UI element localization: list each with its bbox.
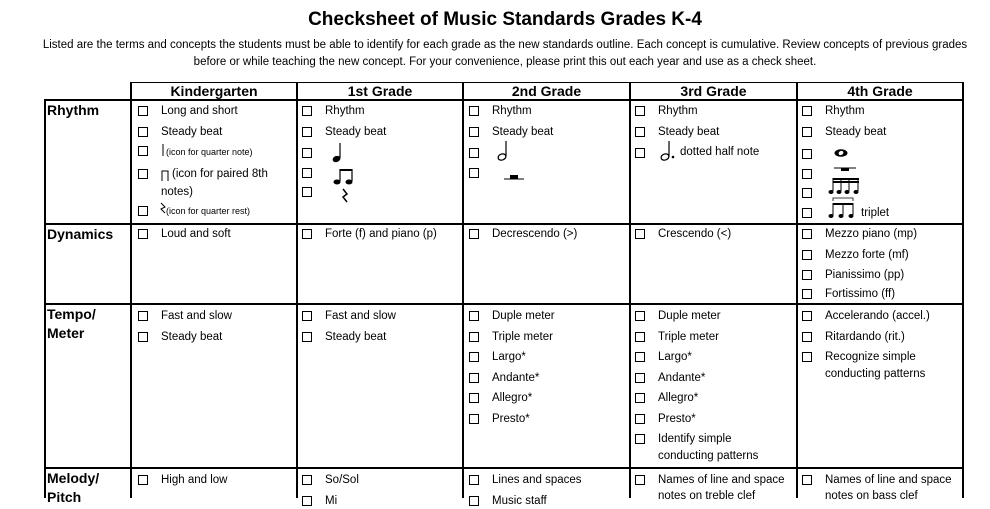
checkbox[interactable] <box>802 106 812 116</box>
item-label: Andante* <box>492 372 540 384</box>
checkbox[interactable] <box>802 208 812 218</box>
checkbox[interactable] <box>635 229 645 239</box>
row-tempo-line2: Meter <box>47 325 85 341</box>
checkbox[interactable] <box>469 373 479 383</box>
checkbox[interactable] <box>302 148 312 158</box>
checkbox[interactable] <box>635 311 645 321</box>
item-label: Recognize simple <box>825 351 916 363</box>
item-label: Mezzo forte (mf) <box>825 249 909 261</box>
checkbox[interactable] <box>302 168 312 178</box>
item-label: Long and short <box>161 105 238 117</box>
checkbox[interactable] <box>802 332 812 342</box>
item-label: Forte (f) and piano (p) <box>325 228 437 240</box>
item-label: Duple meter <box>492 310 555 322</box>
item-label: Lines and spaces <box>492 474 582 486</box>
checkbox[interactable] <box>138 311 148 321</box>
item-label: Pianissimo (pp) <box>825 269 905 281</box>
checkbox[interactable] <box>302 475 312 485</box>
item-label: Steady beat <box>825 126 887 138</box>
item-label: (icon for quarter rest) <box>166 206 251 216</box>
item-label: Steady beat <box>325 331 387 343</box>
col-2nd-grade: 2nd Grade <box>511 83 582 99</box>
sixteenth-notes-icon <box>829 176 861 196</box>
checkbox[interactable] <box>138 206 148 216</box>
item-label: Decrescendo (>) <box>492 228 578 240</box>
eighth-notes-icon <box>332 166 356 186</box>
item-label: Names of line and space <box>658 474 785 486</box>
row-tempo-line1: Tempo/ <box>47 306 96 322</box>
checkbox[interactable] <box>302 229 312 239</box>
intro-text: Listed are the terms and concepts the students must be able to identify for each grade as the new standards outline. Each concept is cumulative. Review concepts of previous grades before or while teaching the new concept. For your convenience, please print this out each year and use as a check sheet. <box>42 39 968 68</box>
checkbox[interactable] <box>635 148 645 158</box>
checkbox[interactable] <box>138 332 148 342</box>
item-label: conducting patterns <box>658 450 759 462</box>
item-label: Fortissimo (ff) <box>825 288 896 300</box>
checkbox[interactable] <box>635 352 645 362</box>
item-label: Steady beat <box>325 126 387 138</box>
item-label: Fast and slow <box>325 310 396 322</box>
item-label: Steady beat <box>492 126 554 138</box>
checkbox[interactable] <box>802 169 812 179</box>
item-label: Presto* <box>658 413 696 425</box>
item-label: Music staff <box>492 495 547 507</box>
item-label: Identify simple <box>658 433 732 445</box>
checkbox[interactable] <box>469 106 479 116</box>
checkbox[interactable] <box>635 106 645 116</box>
checkbox[interactable] <box>138 475 148 485</box>
row-melody-line2: Pitch <box>47 489 82 505</box>
item-label: Names of line and space <box>825 474 952 486</box>
checkbox[interactable] <box>469 229 479 239</box>
checkbox[interactable] <box>635 393 645 403</box>
col-3rd-grade: 3rd Grade <box>680 83 747 99</box>
quarter-rest-icon <box>340 188 350 204</box>
item-label: triplet <box>861 207 890 219</box>
checkbox[interactable] <box>635 373 645 383</box>
half-note-icon <box>495 140 509 162</box>
item-label: Allegro* <box>492 392 533 404</box>
whole-note-icon <box>833 148 849 158</box>
checkbox[interactable] <box>802 289 812 299</box>
checkbox[interactable] <box>635 127 645 137</box>
col-kindergarten: Kindergarten <box>170 83 258 99</box>
item-label: Mezzo piano (mp) <box>825 228 918 240</box>
checkbox[interactable] <box>138 169 148 179</box>
checkbox[interactable] <box>802 149 812 159</box>
checkbox[interactable] <box>802 270 812 280</box>
row-rhythm: Rhythm <box>47 102 100 118</box>
item-label: Largo* <box>492 351 526 363</box>
checkbox[interactable] <box>138 229 148 239</box>
item-label: Steady beat <box>161 126 223 138</box>
checkbox[interactable] <box>802 475 812 485</box>
checkbox[interactable] <box>469 393 479 403</box>
checkbox[interactable] <box>635 434 645 444</box>
checkbox[interactable] <box>469 352 479 362</box>
checkbox[interactable] <box>635 332 645 342</box>
item-label: Rhythm <box>825 105 865 117</box>
item-label: Loud and soft <box>161 228 231 240</box>
checkbox[interactable] <box>802 352 812 362</box>
row-melody-line1: Melody/ <box>47 470 100 486</box>
col-4th-grade: 4th Grade <box>847 83 913 99</box>
item-label: Duple meter <box>658 310 721 322</box>
paired-eighth-notes-icon <box>160 168 170 182</box>
checkbox[interactable] <box>469 148 479 158</box>
item-label: Allegro* <box>658 392 699 404</box>
quarter-note-icon <box>161 143 165 157</box>
checkbox[interactable] <box>302 332 312 342</box>
item-label: Rhythm <box>325 105 365 117</box>
checkbox[interactable] <box>469 311 479 321</box>
checkbox[interactable] <box>802 188 812 198</box>
item-label: Steady beat <box>161 331 223 343</box>
item-label: Accelerando (accel.) <box>825 310 930 322</box>
item-label: Steady beat <box>658 126 720 138</box>
item-label: Ritardando (rit.) <box>825 331 905 343</box>
item-label: dotted half note <box>680 146 760 158</box>
item-label: notes on treble clef <box>658 490 756 502</box>
checkbox[interactable] <box>469 168 479 178</box>
dotted-half-note-icon <box>659 140 679 162</box>
checkbox[interactable] <box>138 146 148 156</box>
checkbox[interactable] <box>802 229 812 239</box>
checkbox[interactable] <box>469 127 479 137</box>
item-label: Presto* <box>492 413 530 425</box>
item-label: High and low <box>161 474 228 486</box>
item-label: Andante* <box>658 372 706 384</box>
item-label: Crescendo (<) <box>658 228 732 240</box>
item-label: notes) <box>161 186 193 198</box>
checkbox[interactable] <box>635 475 645 485</box>
checkbox[interactable] <box>469 475 479 485</box>
checkbox[interactable] <box>302 127 312 137</box>
item-label: (icon for quarter note) <box>166 147 253 157</box>
item-label: notes on bass clef <box>825 490 918 502</box>
row-tempo-meter <box>47 305 96 343</box>
item-label: Rhythm <box>492 105 532 117</box>
checkbox[interactable] <box>302 187 312 197</box>
item-label: Largo* <box>658 351 692 363</box>
row-melody-pitch <box>47 469 99 507</box>
item-label: Mi <box>325 495 338 507</box>
item-label: Fast and slow <box>161 310 232 322</box>
item-label: Rhythm <box>658 105 698 117</box>
page-title: Checksheet of Music Standards Grades K-4 <box>308 9 702 30</box>
checkbox[interactable] <box>138 127 148 137</box>
checkbox[interactable] <box>802 127 812 137</box>
checkbox[interactable] <box>302 106 312 116</box>
item-label: Triple meter <box>492 331 553 343</box>
checkbox[interactable] <box>469 332 479 342</box>
triplet-icon <box>827 197 855 221</box>
item-label: So/Sol <box>325 474 359 486</box>
checkbox[interactable] <box>802 250 812 260</box>
half-rest-icon <box>504 172 524 182</box>
whole-rest-icon <box>834 167 856 175</box>
checkbox[interactable] <box>469 414 479 424</box>
checkbox[interactable] <box>138 106 148 116</box>
item-label: conducting patterns <box>825 368 926 380</box>
checkbox[interactable] <box>302 311 312 321</box>
row-dynamics: Dynamics <box>47 226 114 242</box>
item-label: (icon for paired 8th <box>172 168 268 180</box>
col-1st-grade: 1st Grade <box>347 83 413 99</box>
checkbox[interactable] <box>802 311 812 321</box>
quarter-note-icon <box>331 142 343 164</box>
checkbox[interactable] <box>635 414 645 424</box>
item-label: Triple meter <box>658 331 719 343</box>
